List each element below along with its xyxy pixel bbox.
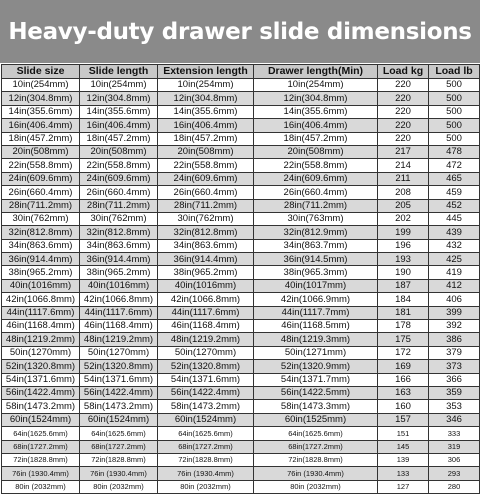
cell-drawer-length: 46in(1168.5mm) [254, 320, 378, 333]
cell-slide-size: 64in(1625.6mm) [2, 427, 80, 440]
cell-slide-length: 40in(1016mm) [80, 279, 158, 292]
cell-slide-length: 42in(1066.8mm) [80, 293, 158, 306]
cell-slide-length: 14in(355.6mm) [80, 105, 158, 118]
cell-slide-size: 46in(1168.4mm) [2, 320, 80, 333]
cell-extension-length: 20in(508mm) [158, 145, 254, 158]
cell-load-lb: 392 [429, 320, 480, 333]
cell-extension-length: 46in(1168.4mm) [158, 320, 254, 333]
cell-drawer-length: 24in(609.6mm) [254, 172, 378, 185]
cell-drawer-length: 60in(1525mm) [254, 413, 378, 426]
cell-slide-size: 22in(558.8mm) [2, 159, 80, 172]
cell-drawer-length: 14in(355.6mm) [254, 105, 378, 118]
cell-load-kg: 220 [378, 92, 429, 105]
table-row [2, 279, 480, 292]
cell-drawer-length: 54in(1371.7mm) [254, 373, 378, 386]
cell-drawer-length: 30in(763mm) [254, 212, 378, 225]
cell-slide-length: 18in(457.2mm) [80, 132, 158, 145]
cell-load-kg: 175 [378, 333, 429, 346]
cell-load-kg: 199 [378, 226, 429, 239]
table-row [2, 293, 480, 306]
dimensions-table [1, 64, 480, 494]
cell-drawer-length: 76in (1930.4mm) [254, 467, 378, 480]
cell-slide-size: 52in(1320.8mm) [2, 360, 80, 373]
cell-extension-length: 10in(254mm) [158, 79, 254, 92]
cell-load-lb: 346 [429, 413, 480, 426]
page-title: Heavy-duty drawer slide dimensions [8, 18, 472, 45]
cell-slide-size: 20in(508mm) [2, 145, 80, 158]
cell-extension-length: 42in(1066.8mm) [158, 293, 254, 306]
cell-slide-length: 12in(304.8mm) [80, 92, 158, 105]
table-row [2, 400, 480, 413]
cell-drawer-length: 16in(406.4mm) [254, 119, 378, 132]
cell-drawer-length: 38in(965.3mm) [254, 266, 378, 279]
table-body [2, 79, 480, 494]
cell-slide-length: 52in(1320.8mm) [80, 360, 158, 373]
table-row [2, 346, 480, 359]
cell-load-lb: 293 [429, 467, 480, 480]
table-row [2, 440, 480, 453]
cell-load-lb: 399 [429, 306, 480, 319]
cell-load-kg: 193 [378, 253, 429, 266]
cell-extension-length: 58in(1473.2mm) [158, 400, 254, 413]
cell-drawer-length: 44in(1117.7mm) [254, 306, 378, 319]
cell-slide-size: 54in(1371.6mm) [2, 373, 80, 386]
cell-extension-length: 22in(558.8mm) [158, 159, 254, 172]
cell-slide-size: 40in(1016mm) [2, 279, 80, 292]
cell-drawer-length: 22in(558.8mm) [254, 159, 378, 172]
table-row [2, 386, 480, 399]
cell-drawer-length: 64in(1625.6mm) [254, 427, 378, 440]
cell-slide-length: 64in(1625.6mm) [80, 427, 158, 440]
cell-slide-size: 16in(406.4mm) [2, 119, 80, 132]
cell-slide-size: 60in(1524mm) [2, 413, 80, 426]
cell-load-lb: 500 [429, 132, 480, 145]
cell-load-lb: 333 [429, 427, 480, 440]
cell-extension-length: 38in(965.2mm) [158, 266, 254, 279]
cell-slide-size: 44in(1117.6mm) [2, 306, 80, 319]
table-row [2, 480, 480, 493]
cell-extension-length: 32in(812.8mm) [158, 226, 254, 239]
cell-extension-length: 18in(457.2mm) [158, 132, 254, 145]
cell-load-lb: 306 [429, 453, 480, 466]
cell-load-lb: 465 [429, 172, 480, 185]
cell-drawer-length: 72in(1828.8mm) [254, 453, 378, 466]
cell-load-lb: 500 [429, 79, 480, 92]
cell-drawer-length: 32in(812.9mm) [254, 226, 378, 239]
cell-slide-length: 30in(762mm) [80, 212, 158, 225]
cell-slide-length: 34in(863.6mm) [80, 239, 158, 252]
cell-slide-size: 14in(355.6mm) [2, 105, 80, 118]
cell-drawer-length: 10in(254mm) [254, 79, 378, 92]
table-row [2, 199, 480, 212]
table-row [2, 453, 480, 466]
cell-slide-size: 10in(254mm) [2, 79, 80, 92]
cell-load-lb: 353 [429, 400, 480, 413]
table-row [2, 105, 480, 118]
cell-extension-length: 24in(609.6mm) [158, 172, 254, 185]
table-row [2, 266, 480, 279]
cell-extension-length: 72in(1828.8mm) [158, 453, 254, 466]
table-row [2, 79, 480, 92]
cell-slide-size: 72in(1828.8mm) [2, 453, 80, 466]
cell-load-lb: 425 [429, 253, 480, 266]
cell-slide-size: 50in(1270mm) [2, 346, 80, 359]
cell-slide-length: 26in(660.4mm) [80, 186, 158, 199]
cell-drawer-length: 42in(1066.9mm) [254, 293, 378, 306]
cell-slide-length: 38in(965.2mm) [80, 266, 158, 279]
cell-slide-length: 58in(1473.2mm) [80, 400, 158, 413]
cell-extension-length: 80in (2032mm) [158, 480, 254, 493]
table-row [2, 413, 480, 426]
cell-slide-length: 10in(254mm) [80, 79, 158, 92]
cell-load-lb: 445 [429, 212, 480, 225]
cell-drawer-length: 20in(508mm) [254, 145, 378, 158]
cell-slide-length: 24in(609.6mm) [80, 172, 158, 185]
cell-drawer-length: 58in(1473.3mm) [254, 400, 378, 413]
table-row [2, 360, 480, 373]
cell-slide-size: 34in(863.6mm) [2, 239, 80, 252]
cell-drawer-length: 52in(1320.9mm) [254, 360, 378, 373]
cell-load-kg: 217 [378, 145, 429, 158]
header-slide-size: Slide size [2, 65, 80, 79]
cell-extension-length: 36in(914.4mm) [158, 253, 254, 266]
cell-slide-length: 50in(1270mm) [80, 346, 158, 359]
cell-load-kg: 166 [378, 373, 429, 386]
table-header-row [2, 65, 480, 79]
cell-load-kg: 220 [378, 105, 429, 118]
cell-slide-length: 44in(1117.6mm) [80, 306, 158, 319]
cell-load-lb: 500 [429, 119, 480, 132]
table-row [2, 333, 480, 346]
cell-slide-length: 36in(914.4mm) [80, 253, 158, 266]
cell-drawer-length: 12in(304.8mm) [254, 92, 378, 105]
cell-load-kg: 172 [378, 346, 429, 359]
cell-slide-size: 12in(304.8mm) [2, 92, 80, 105]
cell-load-kg: 151 [378, 427, 429, 440]
cell-extension-length: 16in(406.4mm) [158, 119, 254, 132]
cell-load-kg: 187 [378, 279, 429, 292]
cell-load-kg: 190 [378, 266, 429, 279]
table-row [2, 253, 480, 266]
cell-load-lb: 373 [429, 360, 480, 373]
cell-load-lb: 432 [429, 239, 480, 252]
cell-slide-size: 42in(1066.8mm) [2, 293, 80, 306]
cell-load-lb: 406 [429, 293, 480, 306]
cell-load-lb: 500 [429, 105, 480, 118]
cell-slide-size: 36in(914.4mm) [2, 253, 80, 266]
cell-load-kg: 220 [378, 132, 429, 145]
cell-load-lb: 359 [429, 386, 480, 399]
cell-extension-length: 60in(1524mm) [158, 413, 254, 426]
cell-slide-size: 32in(812.8mm) [2, 226, 80, 239]
cell-slide-size: 48in(1219.2mm) [2, 333, 80, 346]
cell-slide-length: 76in (1930.4mm) [80, 467, 158, 480]
cell-slide-size: 58in(1473.2mm) [2, 400, 80, 413]
table-row [2, 92, 480, 105]
cell-slide-size: 18in(457.2mm) [2, 132, 80, 145]
cell-load-lb: 419 [429, 266, 480, 279]
cell-drawer-length: 34in(863.7mm) [254, 239, 378, 252]
cell-extension-length: 30in(762mm) [158, 212, 254, 225]
cell-extension-length: 54in(1371.6mm) [158, 373, 254, 386]
cell-drawer-length: 48in(1219.3mm) [254, 333, 378, 346]
cell-load-kg: 139 [378, 453, 429, 466]
cell-slide-size: 68in(1727.2mm) [2, 440, 80, 453]
cell-load-lb: 500 [429, 92, 480, 105]
cell-load-lb: 459 [429, 186, 480, 199]
cell-drawer-length: 68in(1727.2mm) [254, 440, 378, 453]
cell-load-lb: 386 [429, 333, 480, 346]
table-row [2, 186, 480, 199]
cell-load-kg: 127 [378, 480, 429, 493]
cell-extension-length: 52in(1320.8mm) [158, 360, 254, 373]
cell-load-lb: 280 [429, 480, 480, 493]
table-row [2, 119, 480, 132]
table-row [2, 320, 480, 333]
cell-extension-length: 56in(1422.4mm) [158, 386, 254, 399]
cell-slide-length: 48in(1219.2mm) [80, 333, 158, 346]
cell-load-lb: 412 [429, 279, 480, 292]
table-row [2, 467, 480, 480]
cell-slide-length: 60in(1524mm) [80, 413, 158, 426]
cell-slide-length: 54in(1371.6mm) [80, 373, 158, 386]
cell-load-kg: 145 [378, 440, 429, 453]
cell-slide-length: 80in (2032mm) [80, 480, 158, 493]
cell-load-kg: 181 [378, 306, 429, 319]
cell-load-lb: 319 [429, 440, 480, 453]
table-row [2, 132, 480, 145]
cell-slide-size: 56in(1422.4mm) [2, 386, 80, 399]
cell-extension-length: 76in (1930.4mm) [158, 467, 254, 480]
header-extension-length: Extension length [158, 65, 254, 79]
cell-slide-length: 68in(1727.2mm) [80, 440, 158, 453]
cell-slide-size: 28in(711.2mm) [2, 199, 80, 212]
cell-extension-length: 48in(1219.2mm) [158, 333, 254, 346]
header-slide-length: Slide length [80, 65, 158, 79]
cell-drawer-length: 80in (2032mm) [254, 480, 378, 493]
cell-load-kg: 184 [378, 293, 429, 306]
cell-load-lb: 472 [429, 159, 480, 172]
cell-extension-length: 26in(660.4mm) [158, 186, 254, 199]
table-row [2, 373, 480, 386]
cell-extension-length: 34in(863.6mm) [158, 239, 254, 252]
cell-load-kg: 208 [378, 186, 429, 199]
cell-load-kg: 220 [378, 119, 429, 132]
cell-load-lb: 366 [429, 373, 480, 386]
cell-drawer-length: 36in(914.5mm) [254, 253, 378, 266]
cell-slide-length: 20in(508mm) [80, 145, 158, 158]
cell-load-kg: 169 [378, 360, 429, 373]
cell-load-kg: 202 [378, 212, 429, 225]
title-banner [0, 0, 480, 63]
header-load-kg: Load kg [378, 65, 429, 79]
cell-extension-length: 50in(1270mm) [158, 346, 254, 359]
cell-drawer-length: 40in(1017mm) [254, 279, 378, 292]
cell-load-kg: 157 [378, 413, 429, 426]
cell-slide-size: 80in (2032mm) [2, 480, 80, 493]
cell-slide-length: 22in(558.8mm) [80, 159, 158, 172]
table-row [2, 212, 480, 225]
cell-load-kg: 178 [378, 320, 429, 333]
table-row [2, 159, 480, 172]
cell-load-kg: 205 [378, 199, 429, 212]
cell-slide-size: 38in(965.2mm) [2, 266, 80, 279]
cell-load-kg: 220 [378, 79, 429, 92]
cell-slide-length: 32in(812.8mm) [80, 226, 158, 239]
cell-slide-size: 24in(609.6mm) [2, 172, 80, 185]
cell-slide-length: 46in(1168.4mm) [80, 320, 158, 333]
cell-load-kg: 163 [378, 386, 429, 399]
cell-drawer-length: 26in(660.4mm) [254, 186, 378, 199]
cell-load-lb: 439 [429, 226, 480, 239]
cell-load-kg: 211 [378, 172, 429, 185]
cell-slide-length: 16in(406.4mm) [80, 119, 158, 132]
table-row [2, 172, 480, 185]
cell-slide-length: 28in(711.2mm) [80, 199, 158, 212]
cell-extension-length: 28in(711.2mm) [158, 199, 254, 212]
cell-load-kg: 160 [378, 400, 429, 413]
header-drawer-length: Drawer length(Min) [254, 65, 378, 79]
cell-load-lb: 478 [429, 145, 480, 158]
cell-slide-size: 30in(762mm) [2, 212, 80, 225]
cell-slide-size: 76in (1930.4mm) [2, 467, 80, 480]
cell-load-kg: 214 [378, 159, 429, 172]
table-row [2, 145, 480, 158]
cell-extension-length: 44in(1117.6mm) [158, 306, 254, 319]
cell-drawer-length: 18in(457.2mm) [254, 132, 378, 145]
cell-load-kg: 196 [378, 239, 429, 252]
cell-extension-length: 40in(1016mm) [158, 279, 254, 292]
cell-extension-length: 12in(304.8mm) [158, 92, 254, 105]
cell-load-kg: 133 [378, 467, 429, 480]
cell-load-lb: 379 [429, 346, 480, 359]
cell-load-lb: 452 [429, 199, 480, 212]
cell-extension-length: 14in(355.6mm) [158, 105, 254, 118]
cell-drawer-length: 56in(1422.5mm) [254, 386, 378, 399]
table-row [2, 226, 480, 239]
cell-slide-length: 72in(1828.8mm) [80, 453, 158, 466]
table-row [2, 306, 480, 319]
cell-drawer-length: 28in(711.2mm) [254, 199, 378, 212]
table-row [2, 239, 480, 252]
cell-slide-length: 56in(1422.4mm) [80, 386, 158, 399]
cell-drawer-length: 50in(1271mm) [254, 346, 378, 359]
cell-extension-length: 68in(1727.2mm) [158, 440, 254, 453]
cell-extension-length: 64in(1625.6mm) [158, 427, 254, 440]
cell-slide-size: 26in(660.4mm) [2, 186, 80, 199]
table-row [2, 427, 480, 440]
header-load-lb: Load lb [429, 65, 480, 79]
